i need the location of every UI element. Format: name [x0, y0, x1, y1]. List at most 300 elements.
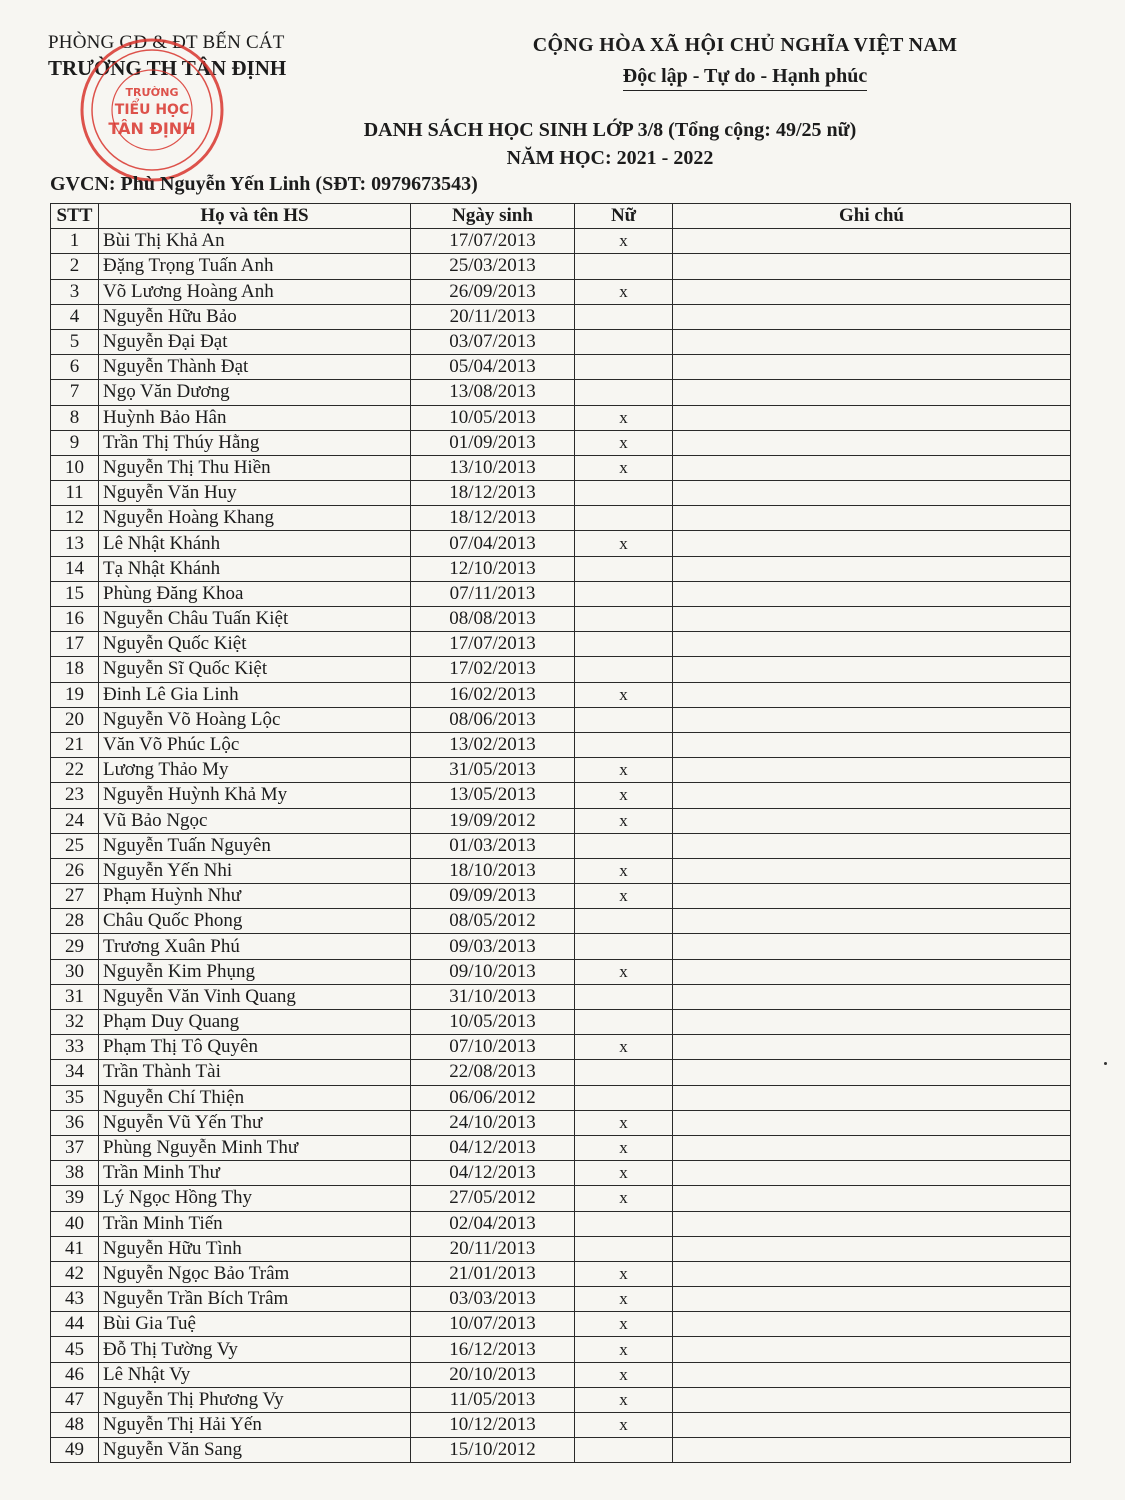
row-name: Nguyễn Hoàng Khang	[99, 506, 411, 531]
row-dob: 09/10/2013	[411, 959, 575, 984]
row-female	[575, 984, 673, 1009]
row-name: Nguyễn Kim Phụng	[99, 959, 411, 984]
row-dob: 18/12/2013	[411, 506, 575, 531]
row-stt: 45	[51, 1337, 99, 1362]
row-dob: 17/07/2013	[411, 229, 575, 254]
row-female: x	[575, 279, 673, 304]
row-dob: 10/05/2013	[411, 405, 575, 430]
row-name: Phạm Thị Tô Quyên	[99, 1035, 411, 1060]
table-row	[51, 934, 1071, 959]
row-female: x	[575, 884, 673, 909]
row-dob: 05/04/2013	[411, 355, 575, 380]
row-note	[673, 884, 1071, 909]
row-name: Nguyễn Huỳnh Khả My	[99, 783, 411, 808]
row-female: x	[575, 1035, 673, 1060]
row-female	[575, 909, 673, 934]
row-dob: 07/11/2013	[411, 581, 575, 606]
table-row	[51, 758, 1071, 783]
row-name: Nguyễn Đại Đạt	[99, 329, 411, 354]
table-row	[51, 506, 1071, 531]
row-dob: 01/09/2013	[411, 430, 575, 455]
speck	[1104, 1062, 1107, 1065]
student-table	[50, 203, 1071, 1463]
row-name: Nguyễn Châu Tuấn Kiệt	[99, 607, 411, 632]
table-row	[51, 1362, 1071, 1387]
row-stt: 41	[51, 1236, 99, 1261]
row-stt: 39	[51, 1186, 99, 1211]
row-female: x	[575, 1161, 673, 1186]
row-female	[575, 1060, 673, 1085]
table-row	[51, 380, 1071, 405]
table-row	[51, 1312, 1071, 1337]
row-dob: 04/12/2013	[411, 1161, 575, 1186]
row-note	[673, 581, 1071, 606]
row-dob: 10/12/2013	[411, 1413, 575, 1438]
row-female: x	[575, 682, 673, 707]
row-stt: 19	[51, 682, 99, 707]
row-name: Trương Xuân Phú	[99, 934, 411, 959]
row-dob: 31/10/2013	[411, 984, 575, 1009]
row-note	[673, 556, 1071, 581]
row-female	[575, 707, 673, 732]
table-header-row	[51, 204, 1071, 229]
row-name: Võ Lương Hoàng Anh	[99, 279, 411, 304]
row-dob: 11/05/2013	[411, 1387, 575, 1412]
row-female	[575, 934, 673, 959]
row-stt: 43	[51, 1287, 99, 1312]
row-note	[673, 1010, 1071, 1035]
row-dob: 13/08/2013	[411, 380, 575, 405]
row-name: Nguyễn Yến Nhi	[99, 858, 411, 883]
row-note	[673, 808, 1071, 833]
row-name: Nguyễn Văn Huy	[99, 481, 411, 506]
row-dob: 10/05/2013	[411, 1010, 575, 1035]
row-note	[673, 1060, 1071, 1085]
table-row	[51, 1438, 1071, 1463]
row-female: x	[575, 858, 673, 883]
row-female	[575, 657, 673, 682]
row-note	[673, 1035, 1071, 1060]
row-name: Lê Nhật Vy	[99, 1362, 411, 1387]
table-row	[51, 783, 1071, 808]
row-note	[673, 1312, 1071, 1337]
table-row	[51, 254, 1071, 279]
row-name: Văn Võ Phúc Lộc	[99, 732, 411, 757]
row-stt: 4	[51, 304, 99, 329]
table-row	[51, 1387, 1071, 1412]
table-row	[51, 1186, 1071, 1211]
row-female	[575, 506, 673, 531]
row-dob: 16/12/2013	[411, 1337, 575, 1362]
title-line-2: NĂM HỌC: 2021 - 2022	[506, 147, 714, 169]
row-female	[575, 607, 673, 632]
row-stt: 1	[51, 229, 99, 254]
department-name: PHÒNG GD & ĐT BẾN CÁT	[48, 32, 285, 53]
row-dob: 20/11/2013	[411, 304, 575, 329]
table-row	[51, 1337, 1071, 1362]
row-note	[673, 833, 1071, 858]
row-name: Phạm Huỳnh Như	[99, 884, 411, 909]
homeroom-teacher: GVCN: Phù Nguyễn Yến Linh (SĐT: 0979673543)	[50, 173, 478, 195]
table-row	[51, 430, 1071, 455]
table-row	[51, 229, 1071, 254]
table-row	[51, 707, 1071, 732]
row-female: x	[575, 1387, 673, 1412]
row-note	[673, 355, 1071, 380]
school-stamp	[78, 36, 226, 184]
row-dob: 21/01/2013	[411, 1261, 575, 1286]
row-note	[673, 1337, 1071, 1362]
row-dob: 09/09/2013	[411, 884, 575, 909]
row-stt: 17	[51, 632, 99, 657]
row-name: Nguyễn Thị Thu Hiền	[99, 455, 411, 480]
row-female: x	[575, 405, 673, 430]
row-dob: 26/09/2013	[411, 279, 575, 304]
row-dob: 02/04/2013	[411, 1211, 575, 1236]
row-stt: 35	[51, 1085, 99, 1110]
table-row	[51, 1135, 1071, 1160]
row-name: Nguyễn Tuấn Nguyên	[99, 833, 411, 858]
table-row	[51, 1110, 1071, 1135]
row-stt: 44	[51, 1312, 99, 1337]
row-dob: 31/05/2013	[411, 758, 575, 783]
row-stt: 7	[51, 380, 99, 405]
header-name: Họ và tên HS	[99, 204, 411, 229]
row-dob: 04/12/2013	[411, 1135, 575, 1160]
row-female	[575, 833, 673, 858]
row-note	[673, 607, 1071, 632]
row-name: Phùng Nguyễn Minh Thư	[99, 1135, 411, 1160]
table-row	[51, 1085, 1071, 1110]
row-note	[673, 506, 1071, 531]
row-female: x	[575, 1362, 673, 1387]
row-stt: 27	[51, 884, 99, 909]
row-name: Nguyễn Hữu Tình	[99, 1236, 411, 1261]
row-note	[673, 229, 1071, 254]
row-dob: 18/12/2013	[411, 481, 575, 506]
row-note	[673, 1287, 1071, 1312]
header-dob: Ngày sinh	[411, 204, 575, 229]
row-note	[673, 732, 1071, 757]
table-row	[51, 1035, 1071, 1060]
row-stt: 38	[51, 1161, 99, 1186]
row-note	[673, 279, 1071, 304]
row-female: x	[575, 455, 673, 480]
table-row	[51, 959, 1071, 984]
row-dob: 19/09/2012	[411, 808, 575, 833]
row-stt: 3	[51, 279, 99, 304]
row-dob: 06/06/2012	[411, 1085, 575, 1110]
row-stt: 10	[51, 455, 99, 480]
row-female	[575, 481, 673, 506]
table-row	[51, 481, 1071, 506]
row-name: Châu Quốc Phong	[99, 909, 411, 934]
table-row	[51, 455, 1071, 480]
row-name: Nguyễn Thành Đạt	[99, 355, 411, 380]
row-female: x	[575, 783, 673, 808]
row-note	[673, 481, 1071, 506]
row-stt: 14	[51, 556, 99, 581]
row-stt: 21	[51, 732, 99, 757]
table-row	[51, 556, 1071, 581]
row-female	[575, 254, 673, 279]
row-dob: 17/02/2013	[411, 657, 575, 682]
row-female: x	[575, 1261, 673, 1286]
row-dob: 13/02/2013	[411, 732, 575, 757]
row-name: Đinh Lê Gia Linh	[99, 682, 411, 707]
row-dob: 10/07/2013	[411, 1312, 575, 1337]
row-note	[673, 1236, 1071, 1261]
title-line-1: DANH SÁCH HỌC SINH LỚP 3/8 (Tổng cộng: 49/25 nữ)	[363, 119, 857, 141]
nation-header	[490, 34, 1000, 91]
row-name: Vũ Bảo Ngọc	[99, 808, 411, 833]
nation-motto: Độc lập - Tự do - Hạnh phúc	[623, 65, 867, 91]
row-dob: 24/10/2013	[411, 1110, 575, 1135]
document-title	[250, 116, 970, 172]
table-row	[51, 858, 1071, 883]
row-dob: 09/03/2013	[411, 934, 575, 959]
row-note	[673, 1211, 1071, 1236]
row-name: Nguyễn Trần Bích Trâm	[99, 1287, 411, 1312]
row-name: Huỳnh Bảo Hân	[99, 405, 411, 430]
row-female	[575, 1236, 673, 1261]
row-stt: 49	[51, 1438, 99, 1463]
row-female: x	[575, 1110, 673, 1135]
row-name: Nguyễn Võ Hoàng Lộc	[99, 707, 411, 732]
row-note	[673, 657, 1071, 682]
row-dob: 20/11/2013	[411, 1236, 575, 1261]
row-stt: 13	[51, 531, 99, 556]
row-stt: 46	[51, 1362, 99, 1387]
row-name: Nguyễn Thị Phương Vy	[99, 1387, 411, 1412]
row-female	[575, 380, 673, 405]
table-row	[51, 1211, 1071, 1236]
row-female	[575, 1085, 673, 1110]
row-name: Bùi Gia Tuệ	[99, 1312, 411, 1337]
row-female: x	[575, 758, 673, 783]
row-note	[673, 909, 1071, 934]
row-dob: 25/03/2013	[411, 254, 575, 279]
table-row	[51, 1060, 1071, 1085]
table-row	[51, 909, 1071, 934]
stamp-line-3: TÂN ĐỊNH	[108, 119, 196, 138]
row-note	[673, 304, 1071, 329]
nation-name: CỘNG HÒA XÃ HỘI CHỦ NGHĨA VIỆT NAM	[532, 34, 958, 56]
row-name: Đỗ Thị Tường Vy	[99, 1337, 411, 1362]
row-female	[575, 556, 673, 581]
row-dob: 07/04/2013	[411, 531, 575, 556]
row-stt: 5	[51, 329, 99, 354]
table-row	[51, 833, 1071, 858]
header-female: Nữ	[575, 204, 673, 229]
row-female: x	[575, 1186, 673, 1211]
row-name: Tạ Nhật Khánh	[99, 556, 411, 581]
row-female: x	[575, 1312, 673, 1337]
table-row	[51, 1010, 1071, 1035]
row-stt: 6	[51, 355, 99, 380]
row-name: Trần Minh Tiến	[99, 1211, 411, 1236]
row-stt: 37	[51, 1135, 99, 1160]
row-name: Phạm Duy Quang	[99, 1010, 411, 1035]
row-note	[673, 1135, 1071, 1160]
table-row	[51, 405, 1071, 430]
table-row	[51, 1413, 1071, 1438]
table-row	[51, 531, 1071, 556]
row-stt: 9	[51, 430, 99, 455]
row-note	[673, 430, 1071, 455]
row-stt: 23	[51, 783, 99, 808]
row-stt: 18	[51, 657, 99, 682]
row-note	[673, 1438, 1071, 1463]
row-dob: 08/08/2013	[411, 607, 575, 632]
row-dob: 13/05/2013	[411, 783, 575, 808]
header-stt: STT	[51, 204, 99, 229]
row-female: x	[575, 1337, 673, 1362]
row-note	[673, 380, 1071, 405]
row-note	[673, 934, 1071, 959]
row-dob: 08/05/2012	[411, 909, 575, 934]
row-name: Trần Thành Tài	[99, 1060, 411, 1085]
row-dob: 16/02/2013	[411, 682, 575, 707]
school-name: TRƯỜNG TH TÂN ĐỊNH	[48, 56, 287, 80]
row-female	[575, 732, 673, 757]
row-female	[575, 329, 673, 354]
row-note	[673, 682, 1071, 707]
row-name: Nguyễn Chí Thiện	[99, 1085, 411, 1110]
row-stt: 20	[51, 707, 99, 732]
table-row	[51, 607, 1071, 632]
row-dob: 12/10/2013	[411, 556, 575, 581]
row-female	[575, 581, 673, 606]
table-row	[51, 682, 1071, 707]
row-dob: 20/10/2013	[411, 1362, 575, 1387]
row-dob: 22/08/2013	[411, 1060, 575, 1085]
table-row	[51, 279, 1071, 304]
row-note	[673, 783, 1071, 808]
row-dob: 01/03/2013	[411, 833, 575, 858]
row-name: Ngọ Văn Dương	[99, 380, 411, 405]
row-dob: 07/10/2013	[411, 1035, 575, 1060]
row-stt: 32	[51, 1010, 99, 1035]
row-note	[673, 531, 1071, 556]
row-stt: 15	[51, 581, 99, 606]
row-stt: 24	[51, 808, 99, 833]
row-name: Lương Thảo My	[99, 758, 411, 783]
row-note	[673, 329, 1071, 354]
row-stt: 47	[51, 1387, 99, 1412]
row-dob: 27/05/2012	[411, 1186, 575, 1211]
row-name: Trần Minh Thư	[99, 1161, 411, 1186]
table-row	[51, 984, 1071, 1009]
row-stt: 33	[51, 1035, 99, 1060]
row-note	[673, 1161, 1071, 1186]
row-name: Nguyễn Vũ Yến Thư	[99, 1110, 411, 1135]
row-stt: 2	[51, 254, 99, 279]
row-note	[673, 1186, 1071, 1211]
row-stt: 16	[51, 607, 99, 632]
header-note: Ghi chú	[673, 204, 1071, 229]
row-name: Nguyễn Ngọc Bảo Trâm	[99, 1261, 411, 1286]
row-dob: 08/06/2013	[411, 707, 575, 732]
row-female: x	[575, 1135, 673, 1160]
row-name: Nguyễn Thị Hải Yến	[99, 1413, 411, 1438]
row-stt: 31	[51, 984, 99, 1009]
row-name: Nguyễn Hữu Bảo	[99, 304, 411, 329]
row-note	[673, 1387, 1071, 1412]
row-note	[673, 1110, 1071, 1135]
row-stt: 28	[51, 909, 99, 934]
row-stt: 22	[51, 758, 99, 783]
row-note	[673, 632, 1071, 657]
row-note	[673, 405, 1071, 430]
row-stt: 42	[51, 1261, 99, 1286]
stamp-line-1: TRƯỜNG	[125, 86, 179, 99]
row-note	[673, 455, 1071, 480]
table-row	[51, 808, 1071, 833]
row-stt: 29	[51, 934, 99, 959]
row-note	[673, 254, 1071, 279]
stamp-line-2: TIỂU HỌC	[114, 102, 190, 118]
row-stt: 25	[51, 833, 99, 858]
row-name: Bùi Thị Khả An	[99, 229, 411, 254]
table-row	[51, 581, 1071, 606]
row-stt: 48	[51, 1413, 99, 1438]
row-stt: 34	[51, 1060, 99, 1085]
row-dob: 13/10/2013	[411, 455, 575, 480]
row-stt: 12	[51, 506, 99, 531]
row-female	[575, 1010, 673, 1035]
row-stt: 40	[51, 1211, 99, 1236]
table-row	[51, 304, 1071, 329]
table-row	[51, 355, 1071, 380]
row-dob: 03/07/2013	[411, 329, 575, 354]
row-female	[575, 1211, 673, 1236]
row-female: x	[575, 430, 673, 455]
row-note	[673, 1413, 1071, 1438]
row-stt: 8	[51, 405, 99, 430]
row-note	[673, 1261, 1071, 1286]
table-row	[51, 632, 1071, 657]
row-note	[673, 1362, 1071, 1387]
row-female: x	[575, 808, 673, 833]
row-dob: 15/10/2012	[411, 1438, 575, 1463]
row-female: x	[575, 531, 673, 556]
row-female: x	[575, 1287, 673, 1312]
table-row	[51, 329, 1071, 354]
row-female: x	[575, 1413, 673, 1438]
row-name: Đặng Trọng Tuấn Anh	[99, 254, 411, 279]
row-note	[673, 984, 1071, 1009]
row-stt: 26	[51, 858, 99, 883]
row-name: Trần Thị Thúy Hằng	[99, 430, 411, 455]
table-row	[51, 1236, 1071, 1261]
table-body	[51, 229, 1071, 1463]
row-name: Lê Nhật Khánh	[99, 531, 411, 556]
row-name: Nguyễn Văn Sang	[99, 1438, 411, 1463]
row-female	[575, 355, 673, 380]
table-row	[51, 732, 1071, 757]
row-stt: 36	[51, 1110, 99, 1135]
table-row	[51, 1161, 1071, 1186]
row-dob: 18/10/2013	[411, 858, 575, 883]
row-dob: 03/03/2013	[411, 1287, 575, 1312]
row-name: Lý Ngọc Hồng Thy	[99, 1186, 411, 1211]
row-name: Nguyễn Quốc Kiệt	[99, 632, 411, 657]
table-row	[51, 884, 1071, 909]
table-row	[51, 1287, 1071, 1312]
table-row	[51, 1261, 1071, 1286]
row-female	[575, 304, 673, 329]
